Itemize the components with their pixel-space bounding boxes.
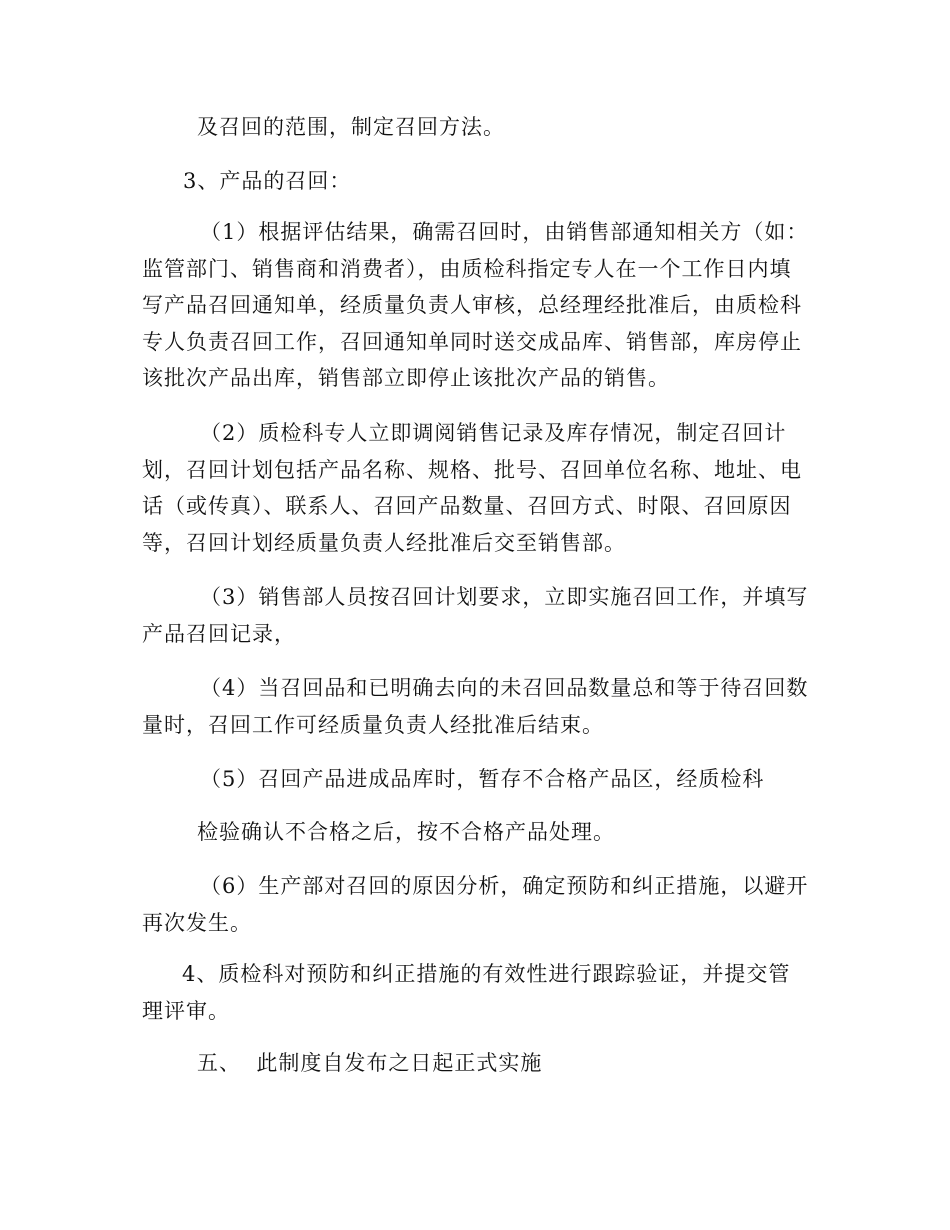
- heading-product-recall: 3、产品的召回：: [183, 169, 352, 193]
- paragraph-effectiveness-verification: 4、质检科对预防和纠正措施的有效性进行跟踪验证，并提交管理评审。: [142, 962, 791, 1023]
- paragraph-recall-step-1: （1）根据评估结果，确需召回时，由销售部通知相关方（如：监管部门、销售商和消费者），由质检科指定专人在一个工作日内填写产品召回通知单，经质量负责人审核，总经理经批准后，由质检科专人负责召回工作，召回通知单同时送交成品库、销售部，库房停止该批次产品出库，销售部立即停止该批次产品的销售。: [142, 220, 809, 390]
- paragraph-recall-step-3: （3）销售部人员按召回计划要求，立即实施召回工作，并填写产品召回记录，: [142, 585, 809, 646]
- paragraph-recall-step-5-line-2: 检验确认不合格之后，按不合格产品处理。: [197, 820, 615, 844]
- paragraph-recall-scope: 及召回的范围，制定召回方法。: [197, 115, 505, 139]
- paragraph-recall-step-5-line-1: （5）召回产品进成品库时，暂存不合格产品区，经质检科: [200, 767, 765, 791]
- paragraph-recall-step-2: （2）质检科专人立即调阅销售记录及库存情况，制定召回计划，召回计划包括产品名称、规格、批号、召回单位名称、地址、电话（或传真）、联系人、召回产品数量、召回方式、时限、召回原因等，召回计划经质量负责人经批准后交至销售部。: [142, 421, 802, 555]
- paragraph-recall-step-4: （4）当召回品和已明确去向的未召回品数量总和等于待召回数量时，召回工作可经质量负责人经批准后结束。: [142, 676, 809, 737]
- paragraph-effective-date: 五、 此制度自发布之日起正式实施: [197, 1051, 543, 1075]
- paragraph-recall-step-6: （6）生产部对召回的原因分析，确定预防和纠正措施，以避开再次发生。: [142, 874, 809, 935]
